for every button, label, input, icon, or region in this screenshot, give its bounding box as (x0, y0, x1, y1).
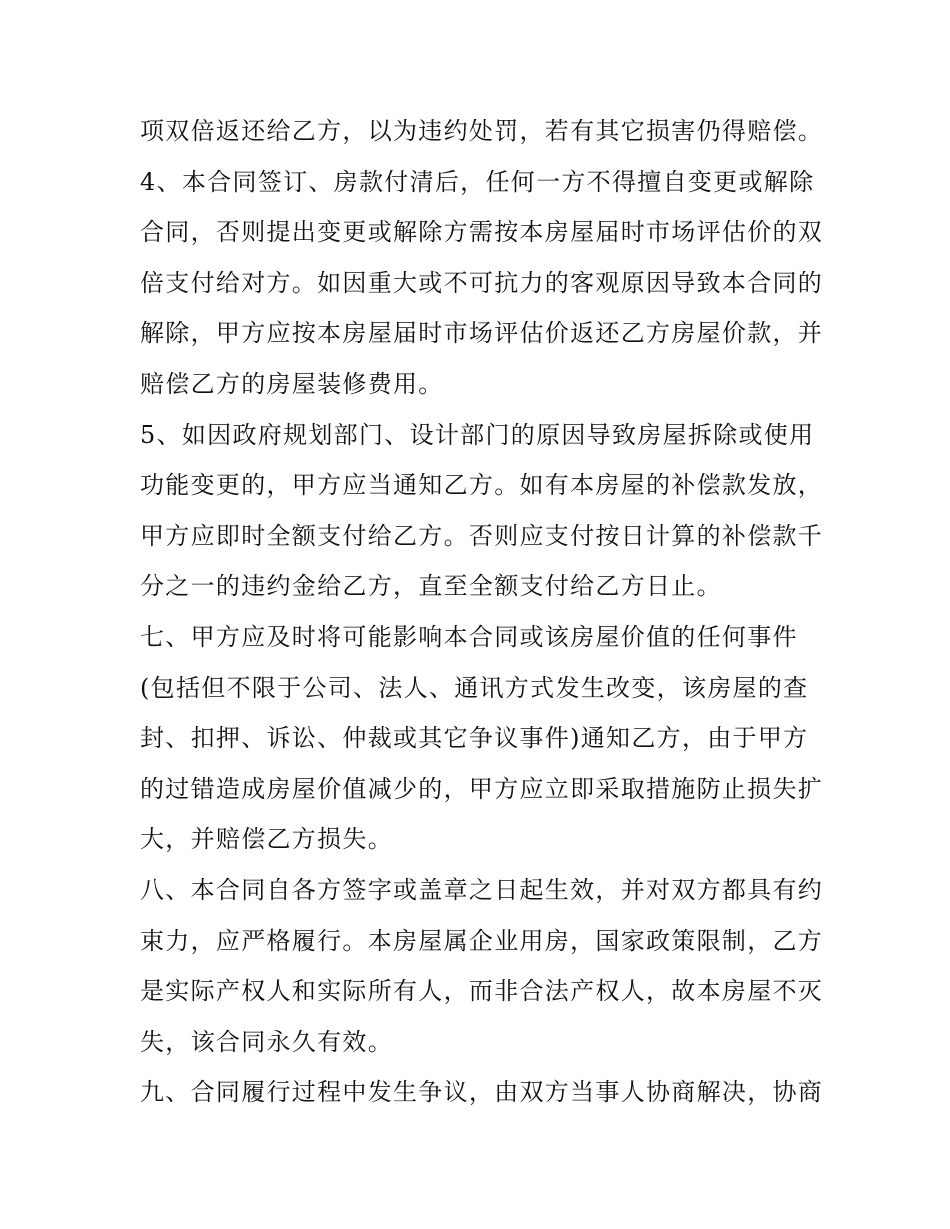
text-line: 束力，应严格履行。本房屋属企业用房，国家政策限制，乙方 (140, 926, 824, 955)
text-line: 大，并赔偿乙方损失。 (140, 825, 393, 854)
text-line: 是实际产权人和实际所有人，而非合法产权人，故本房屋不灭 (140, 977, 824, 1006)
text-line: 功能变更的，甲方应当通知乙方。如有本房屋的补偿款发放， (140, 471, 824, 500)
text-line: 解除，甲方应按本房屋届时市场评估价返还乙方房屋价款，并 (140, 319, 824, 348)
text-line: 九、合同履行过程中发生争议，由双方当事人协商解决，协商 (140, 1078, 824, 1107)
text-line: 八、本合同自各方签字或盖章之日起生效，并对双方都具有约 (140, 875, 824, 904)
text-line: 的过错造成房屋价值减少的，甲方应立即采取措施防止损失扩 (140, 774, 824, 803)
text-line: 合同，否则提出变更或解除方需按本房屋届时市场评估价的双 (140, 218, 824, 247)
text-line: 失，该合同永久有效。 (140, 1027, 393, 1056)
text-line: 七、甲方应及时将可能影响本合同或该房屋价值的任何事件 (140, 622, 798, 651)
text-line: 倍支付给对方。如因重大或不可抗力的客观原因导致本合同的 (140, 268, 824, 297)
contract-text (140, 106, 824, 1118)
text-line: 甲方应即时全额支付给乙方。否则应支付按日计算的补偿款千 (140, 521, 824, 550)
text-line: 分之一的违约金给乙方，直至全额支付给乙方日止。 (140, 572, 722, 601)
text-line: 5、如因政府规划部门、设计部门的原因导致房屋拆除或使用 (140, 420, 815, 449)
text-line: 项双倍返还给乙方，以为违约处罚，若有其它损害仍得赔偿。 (140, 117, 824, 145)
text-line: (包括但不限于公司、法人、通讯方式发生改变，该房屋的查 (140, 673, 809, 702)
text-line: 4、本合同签订、房款付清后，任何一方不得擅自变更或解除 (140, 167, 815, 196)
text-line: 封、扣押、诉讼、仲裁或其它争议事件)通知乙方，由于甲方 (140, 724, 809, 753)
text-line: 赔偿乙方的房屋装修费用。 (140, 369, 444, 398)
